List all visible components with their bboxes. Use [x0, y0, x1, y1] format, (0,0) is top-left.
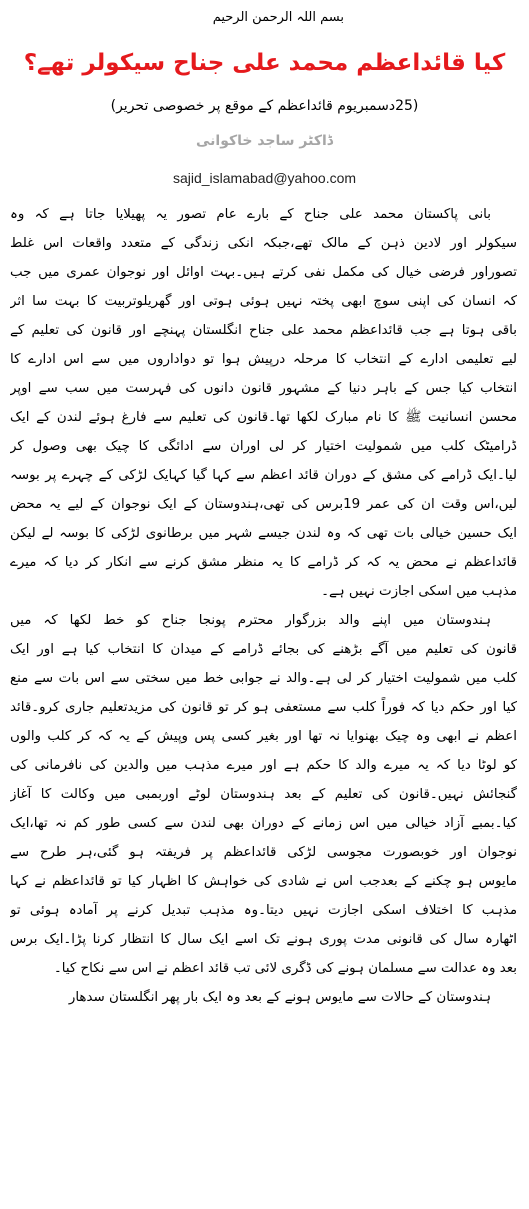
body-line: باقی ہوتا ہے جب قائداعظم محمد علی جناح انگلستان پہنچے اور قانون کی تعلیم کے	[10, 323, 517, 338]
body-line: بانی پاکستان محمد علی جناح کے بارے عام تصور یہ پھیلایا جاتا ہے کہ وہ	[10, 207, 491, 222]
body-line: کیا۔بمبے آزاد خیالی میں اس زمانے کے دوران بھی لندن سے کسی طور کم نہ تھا،ایک	[10, 816, 517, 831]
body-line: کیا اور حکم دیا کہ فوراً کلب سے مستعفی ہو کر تو قانون کی مزیدتعلیم جاری کرو۔قائد	[10, 700, 517, 715]
body-line: لیے تعلیمی ادارے کے انتخاب کا مرحلہ درپیش ہوا تو دواداروں میں سے اس ادارے کا	[10, 352, 517, 367]
body-line: مذہب کا اختلاف اسکی اجازت نہیں دیتا۔وہ مذہب تبدیل کرنے پر آمادہ ہوئی تو	[10, 903, 517, 918]
article-title: کیا قائداعظم محمد علی جناح سیکولر تھے؟	[23, 50, 506, 76]
body-line: مایوس ہو چکنے کے بعدجب اس نے شادی کی خواہش کا اظہار کیا تو قائداعظم نے کہا	[10, 874, 517, 889]
basmala: بسم اللہ الرحمن الرحیم	[212, 10, 344, 25]
body-line: لیا۔ایک ڈرامے کی مشق کے دوران قائد اعظم سے کہا گیا کہایک لڑکی کے چہرے پر بوسہ	[10, 468, 517, 483]
body-line: انتخاب کیا جس کے باہر دنیا کے مشہور قانون دانوں کی فہرست میں سب سے اوپر	[10, 381, 517, 396]
body-line: کو لوٹا دیا کہ یہ میرے والد کا حکم ہے اور میرے مذہب میں والدین کی نافرمانی کی	[10, 758, 517, 773]
body-line: نوجوان اور خوبصورت مجوسی لڑکی قائداعظم پر فریفتہ ہو گئی،ہر طرح سے	[10, 845, 517, 860]
author-email[interactable]: sajid_islamabad@yahoo.com	[172, 170, 357, 186]
body-line: سیکولر اور لادین ذہن کے مالک تھے،جبکہ انکی زندگی کے متعدد واقعات اس غلط	[10, 236, 517, 251]
body-line: ہندوستان کے حالات سے مایوس ہونے کے بعد وہ ایک بار پھر انگلستان سدھار	[68, 990, 491, 1005]
body-line: قانون کی تعلیم میں آگے بڑھنے کی بجائے ڈرامے کے میدان کا انتخاب کیا ہے اور ایک	[10, 642, 517, 657]
body-line: اٹھارہ سال کی قانونی مدت پوری ہونے تک اسے ایک سال کا انتظار کرنا پڑا۔ایک برس	[10, 932, 517, 947]
article-subtitle: (25دسمبریوم قائداعظم کے موقع پر خصوصی تحریر)	[110, 98, 419, 114]
body-line: ڈرامیٹک کلب میں شمولیت اختیار کر لی اوران سے ادائگی کا چیک بھی وصول کر	[10, 439, 517, 454]
body-line: اعظم نے ابھی وہ چیک بھنوایا نہ تھا اور بغیر کسی پس وپیش کے یہ کہ کر کلب والوں	[10, 729, 517, 744]
body-line: مذہب میں اسکی اجازت نہیں ہے۔	[321, 584, 517, 599]
body-line: ہندوستان میں اپنے والد بزرگوار محترم پونجا جناح کو خط لکھا کہ میں	[10, 613, 491, 628]
body-line: ایک حسین خیالی بات تھی کہ وہ لندن جیسے شہر میں برطانوی لڑکی کا بوسہ لے لیکن	[10, 526, 517, 541]
body-line: قائداعظم نے محض یہ کہ کر ڈرامے کا یہ منظر مشق کرنے سے انکار کر دیا کہ میرے	[10, 555, 517, 570]
author-name: ڈاکٹر ساجد خاکوانی	[195, 133, 334, 149]
body-line: کلب میں شمولیت اختیار کر لی ہے۔والد نے جوابی خط میں سختی سے اس بات سے منع	[10, 671, 517, 686]
body-line: گنجائش نہیں۔قانون کی تعلیم کے بعد ہندوستان لوٹے اوربمبی میں وکالت کا آغاز	[10, 787, 517, 802]
body-line: تصوراور فرضی خیال کی مکمل نفی کرتے ہیں۔بہت اوائل اور نوجوان عمری میں جب	[10, 265, 517, 280]
body-line: کہ انسان کی اپنی سوچ ابھی پختہ نہیں ہوئی ہوتی اور گھریلوتربیت کا بہت سا اثر	[10, 294, 517, 309]
body-line: بعد وہ عدالت سے مسلمان ہونے کی ڈگری لائی تب قائد اعظم نے اس سے نکاح کیا۔	[53, 961, 517, 976]
body-line: لیں،اس وقت ان کی عمر 19برس کی تھی،ہندوستان کے ایک نوجوان کے لیے یہ محض	[10, 497, 517, 512]
article-body	[10, 200, 517, 1012]
body-line: محسن انسانیت ﷺ کا نام مبارک لکھا تھا۔قانون کی تعلیم سے فارغ ہوئے لندن کے ایک	[10, 410, 517, 425]
